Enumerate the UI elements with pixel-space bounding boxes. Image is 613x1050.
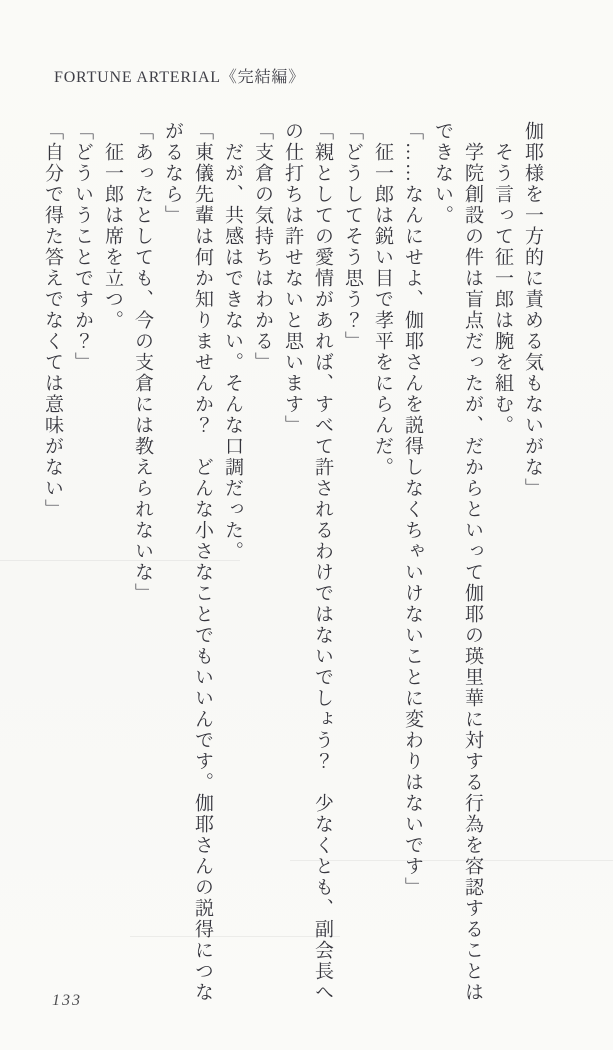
- page-number: 133: [52, 992, 82, 1009]
- text-line: 「東儀先輩は何か知りませんか？ どんな小さなことでもいいんです。伽耶さんの説得につな: [192, 121, 213, 1003]
- running-header: FORTUNE ARTERIAL《完結編》: [54, 69, 305, 86]
- text-line: 「支倉の気持ちはわかる」: [252, 121, 273, 373]
- text-line: 「自分で得た答えでなくては意味がない」: [42, 121, 63, 520]
- text-line: 「どうしてそう思う？」: [342, 121, 363, 352]
- text-line: そう言って征一郎は腕を組む。: [492, 121, 513, 436]
- text-block: [37, 121, 547, 1021]
- text-line: できない。: [432, 121, 453, 226]
- text-line: 「……なんにせよ、伽耶さんを説得しなくちゃいけないことに変わりはないです」: [402, 121, 423, 898]
- text-line: がるなら」: [162, 121, 183, 226]
- text-line: の仕打ちは許せないと思います」: [282, 121, 303, 436]
- text-line: 征一郎は鋭い目で孝平をにらんだ。: [372, 121, 393, 478]
- text-line: だが、共感はできない。そんな口調だった。: [222, 121, 243, 562]
- text-line: 「どういうことですか？」: [72, 121, 93, 373]
- text-line: 学院創設の件は盲点だったが、だからといって伽耶の瑛里華に対する行為を容認することは: [462, 121, 483, 1003]
- text-line: 征一郎は席を立つ。: [102, 121, 123, 331]
- text-line: 「親としての愛情があれば、すべて許されるわけではないでしょう？ 少なくとも、副会長へ: [312, 121, 333, 1003]
- text-line: 伽耶様を一方的に責める気もないがな」: [522, 121, 543, 499]
- text-line: 「あったとしても、今の支倉には教えられないな」: [132, 121, 153, 604]
